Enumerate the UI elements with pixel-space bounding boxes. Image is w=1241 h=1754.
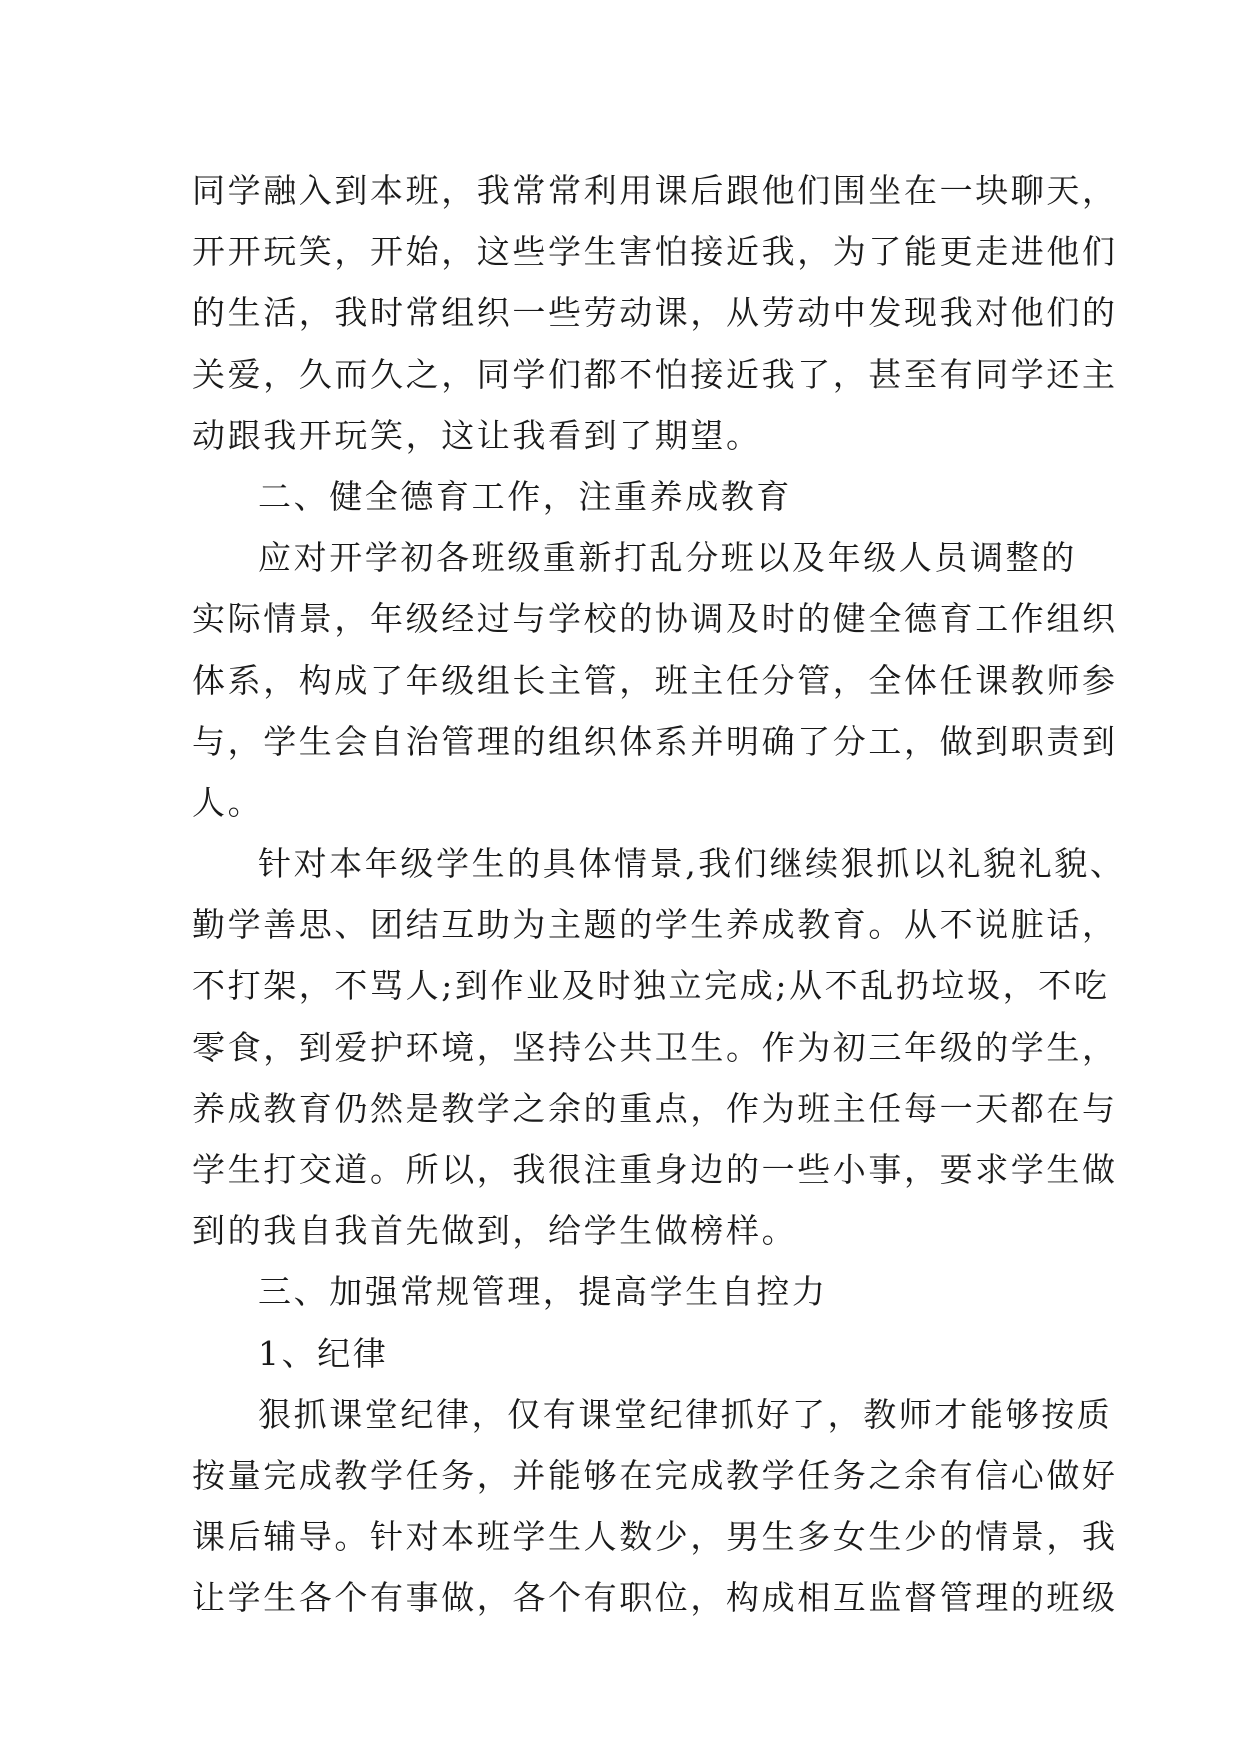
paragraph-start: 狠抓课堂纪律，仅有课堂纪律抓好了，教师才能够按质 bbox=[258, 1394, 1113, 1434]
text-line: 按量完成教学任务，并能够在完成教学任务之余有信心做好 bbox=[192, 1455, 1118, 1495]
document-body bbox=[192, 160, 1126, 1629]
text-line: 体系，构成了年级组长主管，班主任分管，全体任课教师参 bbox=[192, 660, 1118, 700]
section-heading: 二、健全德育工作，注重养成教育 bbox=[258, 476, 792, 516]
text-line: 学生打交道。所以，我很注重身边的一些小事，要求学生做 bbox=[192, 1150, 1118, 1189]
text-line: 人。 bbox=[192, 782, 264, 822]
text-line: 到的我自我首先做到，给学生做榜样。 bbox=[192, 1211, 798, 1251]
text-line: 课后辅导。针对本班学生人数少，男生多女生少的情景，我 bbox=[192, 1517, 1118, 1557]
text-line: 同学融入到本班，我常常利用课后跟他们围坐在一块聊天， bbox=[192, 171, 1118, 210]
paragraph-start: 针对本年级学生的具体情景,我们继续狠抓以礼貌礼貌、 bbox=[258, 844, 1126, 884]
text-line: 实际情景，年级经过与学校的协调及时的健全德育工作组织 bbox=[192, 599, 1118, 639]
section-heading: 三、加强常规管理，提高学生自控力 bbox=[258, 1272, 828, 1312]
text-line: 的生活，我时常组织一些劳动课，从劳动中发现我对他们的 bbox=[192, 293, 1118, 333]
subsection-heading: 1、纪律 bbox=[258, 1333, 389, 1373]
text-line: 与，学生会自治管理的组织体系并明确了分工，做到职责到 bbox=[192, 721, 1118, 761]
paragraph-start: 应对开学初各班级重新打乱分班以及年级人员调整的 bbox=[258, 538, 1077, 578]
text-line: 勤学善思、团结互助为主题的学生养成教育。从不说脏话， bbox=[192, 905, 1118, 945]
text-line: 开开玩笑，开始，这些学生害怕接近我，为了能更走进他们 bbox=[192, 232, 1118, 272]
text-line: 让学生各个有事做，各个有职位，构成相互监督管理的班级 bbox=[192, 1578, 1118, 1618]
text-line: 关爱，久而久之，同学们都不怕接近我了，甚至有同学还主 bbox=[192, 354, 1118, 394]
text-line: 零食，到爱护环境，坚持公共卫生。作为初三年级的学生， bbox=[192, 1027, 1118, 1067]
text-line: 不打架，不骂人;到作业及时独立完成;从不乱扔垃圾，不吃 bbox=[192, 966, 1110, 1006]
text-line: 动跟我开玩笑，这让我看到了期望。 bbox=[192, 415, 762, 455]
text-line: 养成教育仍然是教学之余的重点，作为班主任每一天都在与 bbox=[192, 1088, 1118, 1128]
